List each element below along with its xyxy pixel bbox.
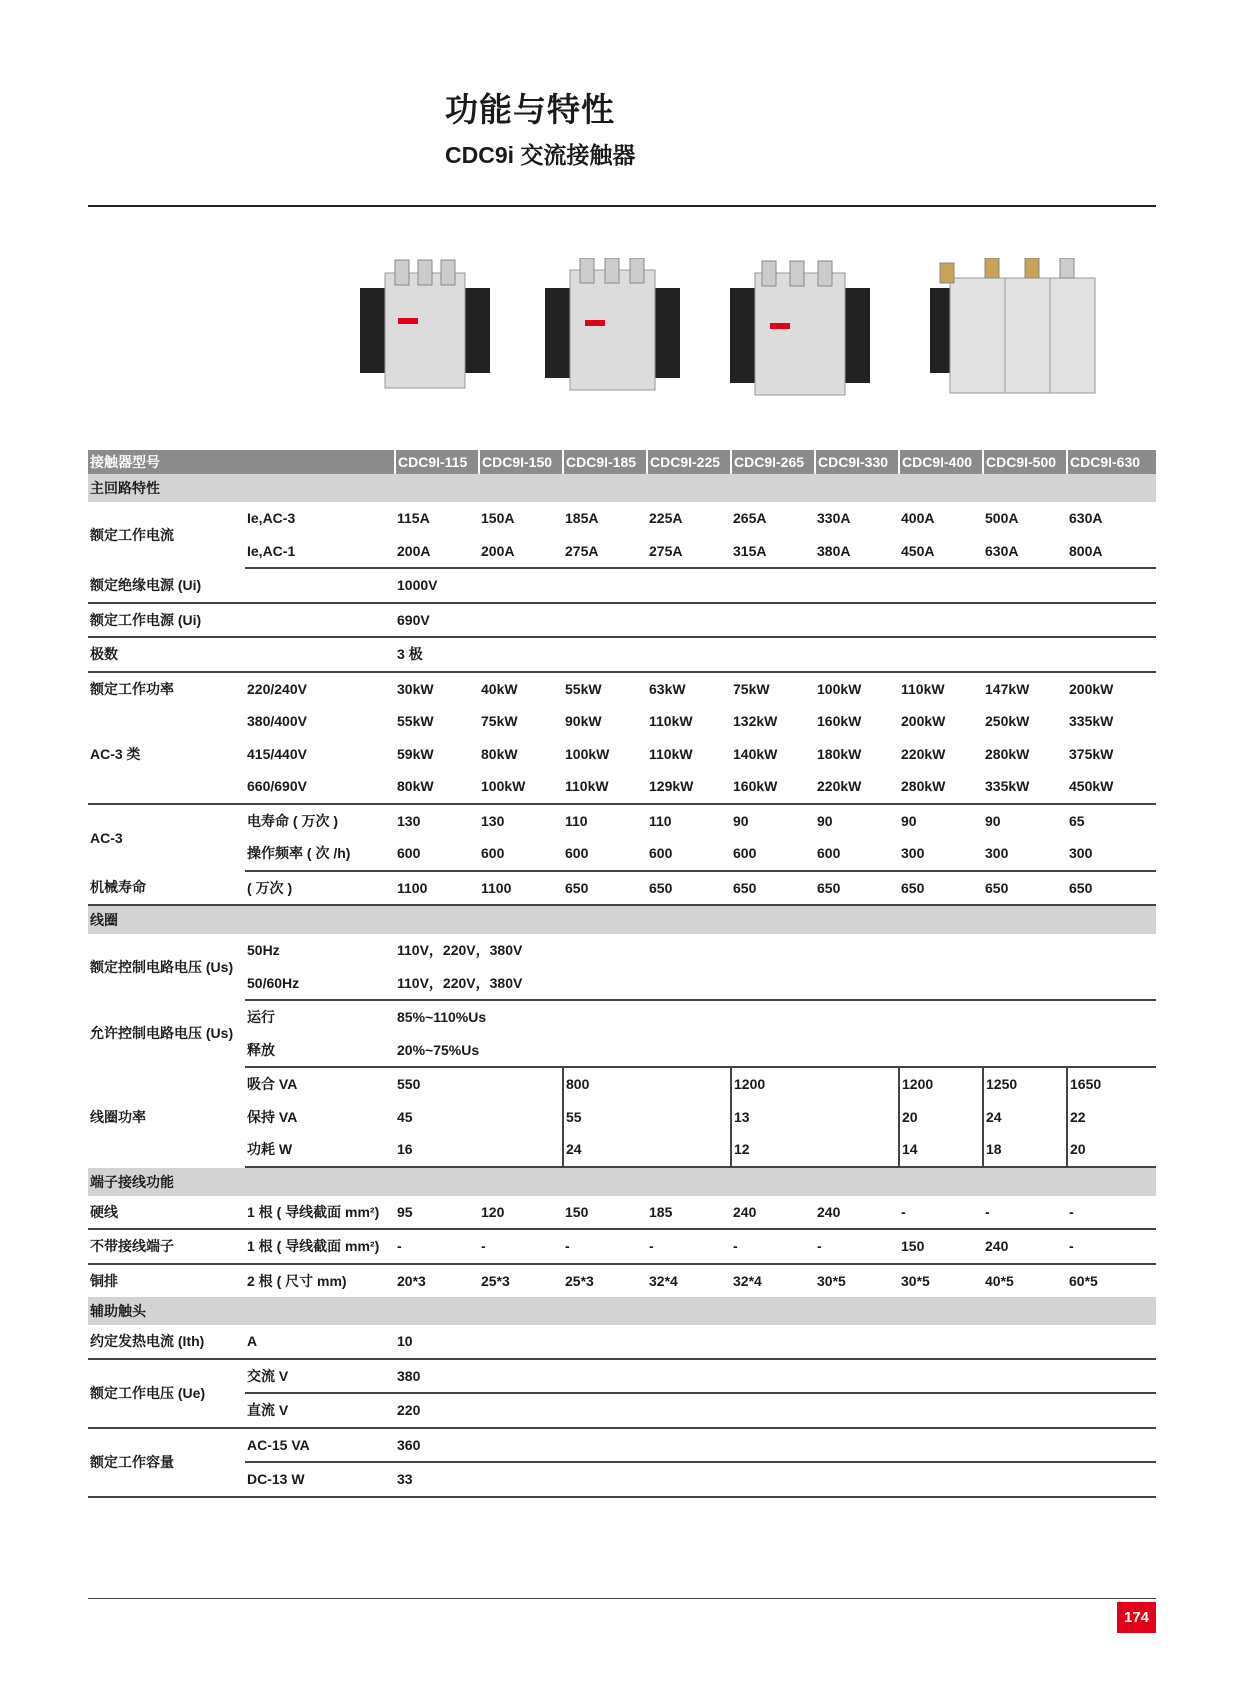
cell: 13 <box>731 1101 899 1134</box>
table-row <box>88 1393 1156 1428</box>
cell: 130 <box>481 812 505 829</box>
row-sublabel: 操作频率 ( 次 /h) <box>245 837 395 871</box>
cell: 300 <box>983 837 1067 871</box>
row-sublabel: 50/60Hz <box>245 967 395 1001</box>
header-label: 接触器型号 <box>88 450 245 474</box>
cell: 280kW <box>899 770 983 804</box>
cell: 300 <box>899 837 983 871</box>
table-row <box>88 1462 1156 1497</box>
cell: 450kW <box>1067 770 1156 804</box>
cell: 330A <box>817 510 851 527</box>
cell: 110kW <box>649 713 693 730</box>
cell: 200kW <box>1069 680 1114 697</box>
row-sublabel: A <box>245 1325 395 1359</box>
cell: 250kW <box>985 713 1030 730</box>
contactor-image-4 <box>930 258 1095 393</box>
cell: 200A <box>479 535 563 569</box>
cell: 1000V <box>395 568 1156 603</box>
cell: 220kW <box>901 745 946 762</box>
cell: 25*3 <box>481 1272 510 1289</box>
cell: 63kW <box>649 680 686 697</box>
header-divider <box>88 205 1156 207</box>
cell: 55kW <box>397 713 434 730</box>
cell: 120 <box>479 1196 563 1230</box>
cell: 450A <box>899 535 983 569</box>
row-sublabel: 功耗 W <box>245 1133 395 1167</box>
table-row <box>88 1000 1156 1034</box>
cell: 1100 <box>395 871 479 906</box>
cell: 75kW <box>733 680 770 697</box>
contactor-image-2 <box>545 258 680 390</box>
cell: 380 <box>395 1359 1156 1394</box>
table-row <box>88 1359 1156 1394</box>
cell: 132kW <box>733 713 778 730</box>
model-label: CDC9I-185 <box>563 450 647 474</box>
cell: 110 <box>649 812 672 829</box>
row-sublabel: 电寿命 ( 万次 ) <box>247 812 338 829</box>
cell: 220kW <box>815 770 899 804</box>
table-row <box>88 1133 1156 1167</box>
cell: 335kW <box>1069 713 1114 730</box>
model-label: CDC9I-115 <box>395 450 479 474</box>
table-row <box>88 1034 1156 1068</box>
row-label: 额定工作容量 <box>88 1428 245 1497</box>
cell: 60*5 <box>1069 1272 1098 1289</box>
cell: 32*4 <box>733 1272 762 1289</box>
cell: 10 <box>395 1325 1156 1359</box>
cell: 650 <box>731 871 815 906</box>
cell: 1200 <box>899 1067 983 1101</box>
cell: 600 <box>647 837 731 871</box>
cell: 24 <box>983 1101 1067 1134</box>
cell: 335kW <box>983 770 1067 804</box>
row-sublabel: 1 根 ( 导线截面 mm²) <box>245 1196 395 1230</box>
cell: 140kW <box>733 745 778 762</box>
table-row <box>88 705 1156 738</box>
cell: 55 <box>563 1101 731 1134</box>
cell: - <box>479 1229 563 1264</box>
table-row <box>88 1067 1156 1101</box>
cell: 100kW <box>479 770 563 804</box>
cell: 375kW <box>1069 745 1114 762</box>
model-label: CDC9I-265 <box>731 450 815 474</box>
cell: 630A <box>983 535 1067 569</box>
cell: 240 <box>815 1196 899 1230</box>
row-sublabel: 220/240V <box>247 680 307 697</box>
cell: 650 <box>899 871 983 906</box>
cell: 30*5 <box>901 1272 930 1289</box>
section-heading: 辅助触头 <box>88 1297 1156 1325</box>
cell: 45 <box>397 1108 413 1125</box>
row-sublabel: 415/440V <box>247 745 307 762</box>
cell: 800 <box>563 1067 731 1101</box>
table-row <box>88 1101 1156 1134</box>
cell: 16 <box>395 1133 563 1167</box>
header-row <box>88 450 1156 474</box>
section-heading: 线圈 <box>88 905 1156 934</box>
cell: 3 极 <box>395 637 1156 672</box>
product-images <box>360 258 1150 428</box>
cell: 59kW <box>397 745 434 762</box>
cell: - <box>731 1229 815 1264</box>
row-sublabel: DC-13 W <box>245 1462 395 1497</box>
cell: 65 <box>1069 812 1085 829</box>
cell: - <box>899 1196 983 1230</box>
cell: 55kW <box>565 680 602 697</box>
cell: 80kW <box>395 770 479 804</box>
cell: 380A <box>815 535 899 569</box>
table-row <box>88 804 1156 838</box>
row-sublabel: 2 根 ( 尺寸 mm) <box>247 1272 347 1289</box>
cell: - <box>563 1229 647 1264</box>
cell: 90 <box>733 812 749 829</box>
table-row <box>88 1325 1156 1359</box>
table-row <box>88 568 1156 603</box>
cell: 20 <box>899 1101 983 1134</box>
cell: 650 <box>983 871 1067 906</box>
row-label: AC-3 类 <box>90 745 141 762</box>
row-sublabel: 保持 VA <box>247 1108 298 1125</box>
row-sublabel: ( 万次 ) <box>245 871 395 906</box>
row-label: 额定工作电流 <box>90 527 174 543</box>
table-row <box>88 1428 1156 1463</box>
cell: - <box>395 1229 479 1264</box>
cell: 75kW <box>481 713 518 730</box>
cell: 18 <box>983 1133 1067 1167</box>
cell: 12 <box>731 1133 899 1167</box>
cell: 650 <box>1067 871 1156 906</box>
table-row <box>88 934 1156 967</box>
cell: 150 <box>899 1229 983 1264</box>
model-label: CDC9I-500 <box>983 450 1067 474</box>
cell: 14 <box>899 1133 983 1167</box>
row-label: 额定绝缘电源 (Ui) <box>88 568 245 603</box>
cell: 600 <box>395 837 479 871</box>
row-sublabel: 释放 <box>245 1034 395 1068</box>
cell: 150 <box>563 1196 647 1230</box>
cell: 600 <box>563 837 647 871</box>
cell: 200kW <box>901 713 946 730</box>
cell: - <box>1067 1196 1156 1230</box>
row-label: 额定控制电路电压 (Us) <box>90 958 234 975</box>
table-row <box>88 967 1156 1001</box>
row-sublabel: Ie,AC-1 <box>245 535 395 569</box>
cell: - <box>983 1196 1067 1230</box>
cell: 20*3 <box>397 1272 426 1289</box>
table-row <box>88 738 1156 771</box>
row-sublabel: Ie,AC-3 <box>247 510 296 527</box>
cell: 280kW <box>985 745 1030 762</box>
section-heading: 主回路特性 <box>88 474 1156 502</box>
cell: 225A <box>649 510 683 527</box>
cell: 600 <box>731 837 815 871</box>
cell: 110V，220V，380V <box>397 942 523 959</box>
cell: 600 <box>815 837 899 871</box>
row-sublabel: 运行 <box>247 1009 275 1026</box>
cell: 265A <box>733 510 767 527</box>
table-row <box>88 637 1156 672</box>
cell: 95 <box>395 1196 479 1230</box>
cell: 22 <box>1067 1101 1156 1134</box>
cell: 150A <box>481 510 515 527</box>
cell: 500A <box>985 510 1019 527</box>
section-heading: 端子接线功能 <box>88 1167 1156 1196</box>
cell: 129kW <box>647 770 731 804</box>
page-title: 功能与特性 <box>445 91 615 128</box>
cell: 90kW <box>565 713 602 730</box>
row-label: AC-3 <box>90 829 123 846</box>
cell: 20%~75%Us <box>395 1034 1156 1068</box>
cell: 1100 <box>479 871 563 906</box>
cell: 550 <box>397 1076 421 1093</box>
cell: 185 <box>647 1196 731 1230</box>
cell: 110kW <box>563 770 647 804</box>
cell: 110kW <box>649 745 693 762</box>
page-number: 174 <box>1117 1602 1156 1633</box>
cell: 40*5 <box>985 1272 1014 1289</box>
cell: 180kW <box>817 745 862 762</box>
table-row <box>88 837 1156 871</box>
specification-table <box>88 450 1156 1498</box>
row-sublabel: AC-15 VA <box>245 1428 395 1463</box>
cell: 220 <box>395 1393 1156 1428</box>
row-sublabel: 1 根 ( 导线截面 mm²) <box>245 1229 395 1264</box>
row-sublabel: 50Hz <box>247 942 280 959</box>
row-sublabel: 直流 V <box>245 1393 395 1428</box>
cell: 30kW <box>397 680 434 697</box>
cell: - <box>647 1229 731 1264</box>
table-row <box>88 603 1156 638</box>
row-label: 机械寿命 <box>88 871 245 906</box>
table-row <box>88 871 1156 906</box>
model-label: CDC9I-400 <box>899 450 983 474</box>
row-label: 极数 <box>88 637 245 672</box>
cell: 25*3 <box>565 1272 594 1289</box>
table-row <box>88 502 1156 535</box>
cell: 33 <box>395 1462 1156 1497</box>
cell: 650 <box>647 871 731 906</box>
cell: 300 <box>1067 837 1156 871</box>
cell: 160kW <box>817 713 862 730</box>
cell: 24 <box>563 1133 731 1167</box>
model-label: CDC9I-630 <box>1067 450 1156 474</box>
contactor-image-1 <box>360 260 490 388</box>
cell: 30*5 <box>817 1272 846 1289</box>
row-label: 约定发热电流 (Ith) <box>88 1325 245 1359</box>
row-label: 额定工作电压 (Ue) <box>88 1359 245 1428</box>
row-sublabel: 660/690V <box>245 770 395 804</box>
page-subtitle: CDC9i 交流接触器 <box>445 142 636 168</box>
cell: - <box>1067 1229 1156 1264</box>
cell: 690V <box>395 603 1156 638</box>
cell: 100kW <box>817 680 862 697</box>
cell: 275A <box>647 535 731 569</box>
row-label: 额定工作功率 <box>90 680 174 697</box>
footer-divider <box>88 1598 1156 1599</box>
row-label: 额定工作电源 (Ui) <box>88 603 245 638</box>
cell: 85%~110%Us <box>397 1009 487 1026</box>
cell: 20 <box>1067 1133 1156 1167</box>
cell: 240 <box>983 1229 1067 1264</box>
model-label: CDC9I-225 <box>647 450 731 474</box>
table-row <box>88 535 1156 569</box>
cell: 800A <box>1067 535 1156 569</box>
cell: 275A <box>563 535 647 569</box>
cell: - <box>815 1229 899 1264</box>
cell: 80kW <box>481 745 518 762</box>
cell: 90 <box>817 812 833 829</box>
cell: 360 <box>395 1428 1156 1463</box>
cell: 115A <box>397 510 430 527</box>
cell: 1250 <box>983 1067 1067 1101</box>
cell: 650 <box>815 871 899 906</box>
cell: 185A <box>565 510 599 527</box>
row-sublabel: 380/400V <box>247 713 307 730</box>
row-label: 线圈功率 <box>90 1108 146 1125</box>
cell: 650 <box>563 871 647 906</box>
cell: 160kW <box>731 770 815 804</box>
cell: 400A <box>901 510 935 527</box>
table-row <box>88 1229 1156 1264</box>
row-sublabel: 吸合 VA <box>247 1076 298 1093</box>
cell: 100kW <box>565 745 610 762</box>
cell: 1200 <box>731 1067 899 1101</box>
cell: 315A <box>731 535 815 569</box>
cell: 110 <box>565 812 588 829</box>
row-label: 允许控制电路电压 (Us) <box>90 1025 234 1041</box>
table-row <box>88 1264 1156 1298</box>
cell: 1650 <box>1067 1067 1156 1101</box>
cell: 90 <box>985 812 1001 829</box>
model-label: CDC9I-150 <box>479 450 563 474</box>
cell: 147kW <box>985 680 1030 697</box>
row-sublabel: 交流 V <box>245 1359 395 1394</box>
cell: 630A <box>1069 510 1103 527</box>
row-label: 不带接线端子 <box>88 1229 245 1264</box>
row-label: 硬线 <box>88 1196 245 1230</box>
cell: 90 <box>901 812 917 829</box>
cell: 600 <box>479 837 563 871</box>
cell: 200A <box>395 535 479 569</box>
row-label: 铜排 <box>90 1272 118 1289</box>
model-label: CDC9I-330 <box>815 450 899 474</box>
cell: 40kW <box>481 680 518 697</box>
table-row <box>88 770 1156 804</box>
cell: 110kW <box>901 680 945 697</box>
cell: 240 <box>731 1196 815 1230</box>
cell: 32*4 <box>649 1272 678 1289</box>
cell: 110V，220V，380V <box>395 967 1156 1001</box>
table-row <box>88 1196 1156 1230</box>
contactor-image-3 <box>730 261 870 395</box>
cell: 130 <box>397 812 421 829</box>
table-row <box>88 672 1156 706</box>
